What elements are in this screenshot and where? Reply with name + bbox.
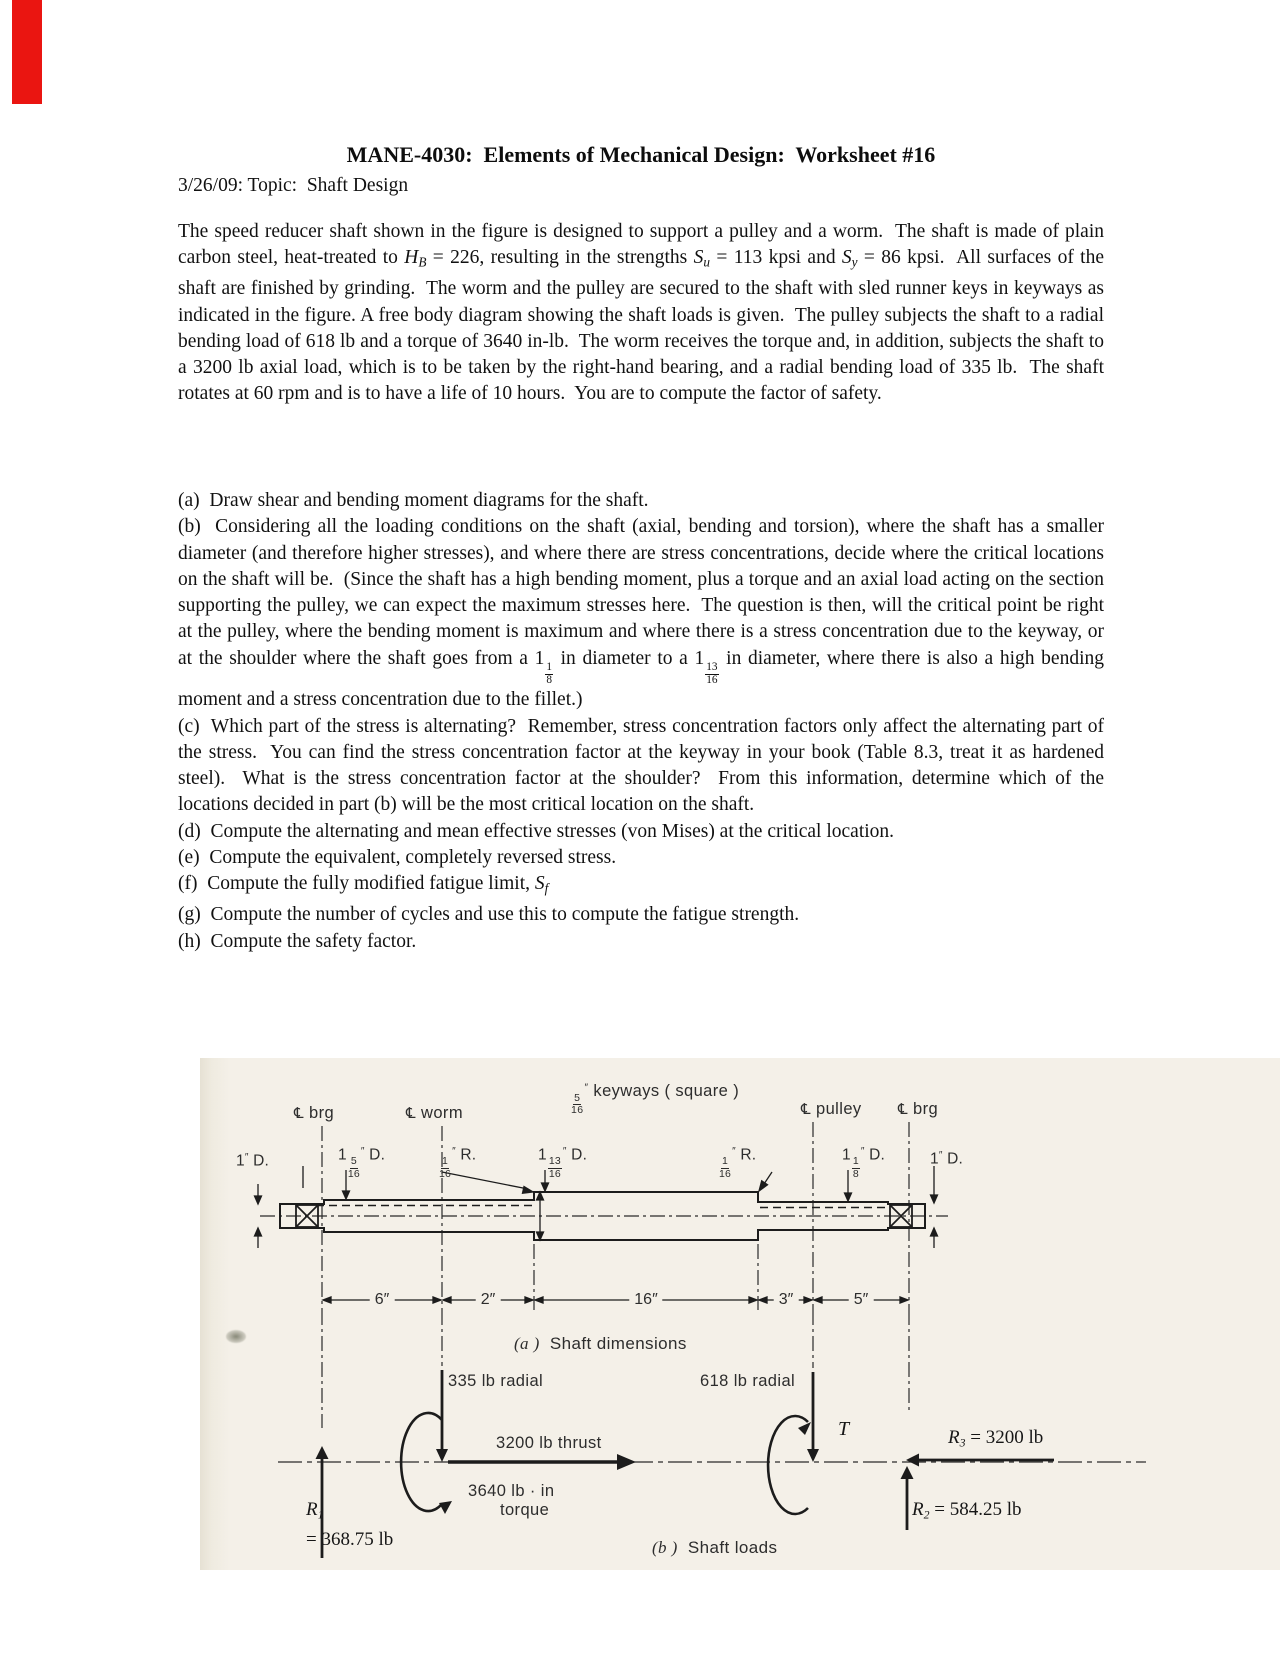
load-label-618-radial: 618 lb radial	[700, 1372, 796, 1390]
length-dim-3in: 3″	[774, 1291, 799, 1309]
torque-symbol-T: T	[838, 1418, 850, 1440]
scan-smudge	[226, 1330, 246, 1343]
caption-shaft-dimensions: (a ) Shaft dimensions	[514, 1334, 687, 1353]
item-a: (a) Draw shear and bending moment diagrams for the shaft.	[178, 490, 649, 511]
item-e: (e) Compute the equivalent, completely reversed stress.	[178, 847, 617, 869]
caption-shaft-loads: (b ) Shaft loads	[652, 1538, 778, 1557]
reaction-R2-label: R2 = 584.25 lb	[912, 1499, 1022, 1522]
centerline-label-brg-right: ℄ brg	[898, 1100, 939, 1118]
shaft-drawing-svg	[200, 1058, 1280, 1570]
intro-paragraph: The speed reducer shaft shown in the figure is designed to support a pulley and a worm. The shaft is made of plain carbon steel, heat-treated to HB = 226, resulting in the strengths Su = 113 kpsi and Sy = 86 kpsi. All surfaces of the shaft are finished by grinding. The worm and the pulley are secured to the shaft with sled runner keys in keyways as indicated in the figure. A free body diagram showing the shaft loads is given. The pulley subjects the shaft to a radial bending load of 618 lb and a torque of 3640 in-lb. The worm receives the torque and, in addition, subjects the shaft to a 3200 lb axial load, which is to be taken by the right-hand bearing, and a radial bending load of 335 lb. The shaft rotates at 60 rpm and is to have a life of 10 hours. You are to compute the factor of safety.	[178, 221, 1109, 405]
centerline-label-brg-left: ℄ brg	[294, 1104, 335, 1122]
radius-label-right: $\frac{1}{16}$ ″ R.	[719, 1146, 757, 1180]
item-f: (f) Compute the fully modified fatigue limit, Sf	[178, 873, 549, 897]
item-b: (b) Considering all the loading conditions on the shaft (axial, bending and torsion), where the shaft has a smaller diameter (and therefore higher stresses), and where there are stress concentrations, decide where the critical locations on the shaft will be. (Since the shaft has a high bending moment, plus a torque and an axial load acting on the section supporting the pulley, we can expect the maximum stresses here. The question is then, will the critical point be right at the pulley, where the bending moment is maximum and where there is a stress concentration due to the keyway, or at the shoulder where the shaft goes from a 1 $\frac{1}{8}$ in diameter to a 1 $\frac{13}{16}$ in diameter, where there is also a high bending moment and a stress concentration due to the fillet.)	[178, 516, 1109, 711]
load-label-335-radial: 335 lb radial	[448, 1372, 544, 1390]
question-list	[178, 488, 1109, 955]
length-dim-5in: 5″	[849, 1291, 874, 1309]
load-label-torque-value: 3640 lb · in	[468, 1482, 555, 1500]
length-dim-6in: 6″	[370, 1291, 395, 1309]
reaction-R1-label: R1 = 368.75 lb	[306, 1499, 394, 1550]
keyways-label: $\frac{5}{16}$ ″ keyways ( square )	[571, 1082, 740, 1117]
diameter-label-1-1-8: 1 $\frac{1}{8}$ ″ D.	[842, 1146, 886, 1180]
diameter-label-1-5-16: 1 $\frac{5}{16}$ ″ D.	[338, 1146, 386, 1180]
date-topic-line: 3/26/09: Topic: Shaft Design	[178, 175, 409, 196]
centerline-label-worm: ℄ worm	[406, 1104, 463, 1122]
reaction-R3-label: R3 = 3200 lb	[948, 1427, 1044, 1450]
item-h: (h) Compute the safety factor.	[178, 930, 417, 952]
diameter-label-1in-right: 1″ D.	[930, 1150, 963, 1168]
length-dim-2in: 2″	[476, 1291, 501, 1309]
scan-red-mark	[12, 0, 42, 104]
radius-label-left: $\frac{1}{16}$ ″ R.	[439, 1146, 477, 1180]
page-title: MANE-4030: Elements of Mechanical Design: Worksheet #16	[346, 142, 936, 167]
item-g: (g) Compute the number of cycles and use this to compute the fatigue strength.	[178, 904, 800, 926]
diameter-label-1in-left: 1″ D.	[236, 1152, 269, 1170]
centerline-label-pulley: ℄ pulley	[801, 1100, 862, 1118]
length-dim-16in: 16″	[629, 1291, 662, 1309]
load-label-torque-word: torque	[500, 1501, 550, 1519]
shaft-figure-scan	[200, 1058, 1280, 1570]
load-label-thrust: 3200 lb thrust	[496, 1434, 602, 1452]
load-arrows	[316, 1370, 1055, 1558]
item-c: (c) Which part of the stress is alternating? Remember, stress concentration factors only affect the alternating part of the stress. You can find the stress concentration factor at the keyway in your book (Table 8.3, treat it as hardened steel). What is the stress concentration factor at the shoulder? From this information, determine which of the locations decided in part (b) will be the most critical location on the shaft.	[178, 715, 1109, 816]
item-d: (d) Compute the alternating and mean effective stresses (von Mises) at the critical location.	[178, 820, 895, 842]
keyway-dashed-lines	[316, 1206, 886, 1208]
dimension-lines	[323, 1297, 908, 1303]
diameter-label-1-13-16: 1 $\frac{13}{16}$ ″ D.	[538, 1146, 588, 1180]
